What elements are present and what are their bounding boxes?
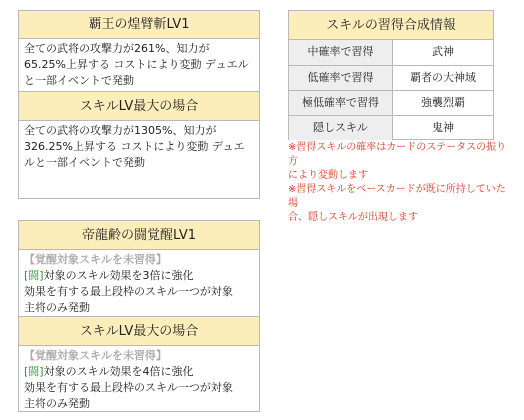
- note-line: により変動します: [288, 170, 368, 181]
- desc-line: 効果を有する最上段枠のスキル一つが対象: [24, 285, 233, 298]
- desc-line: 326.25%上昇する コストにより変動 デュエ: [24, 140, 245, 153]
- desc-line: [24, 268, 254, 284]
- desc-line: 65.25%上昇する コストにより変動 デュエル: [24, 58, 249, 71]
- rate-label: 中確率で習得: [289, 40, 393, 65]
- table-row: [289, 115, 493, 140]
- note-line: ※習得スキルをベースカードが既に所持していた場: [288, 184, 506, 209]
- type-tag: [闘]: [24, 269, 44, 282]
- skill-description: [19, 250, 259, 316]
- desc-line: [24, 364, 254, 380]
- skill-card-1: [18, 10, 260, 199]
- desc-line: 主将のみ発動: [24, 301, 90, 314]
- desc-line: 効果を有する最上段枠のスキル一つが対象: [24, 381, 233, 394]
- desc-text: 対象のスキル効果を4倍に強化: [43, 365, 194, 378]
- info-title: スキルの習得合成情報: [289, 11, 493, 40]
- max-level-title: スキルLV最大の場合: [19, 91, 259, 121]
- desc-text: 対象のスキル効果を3倍に強化: [43, 269, 194, 282]
- awaken-condition: 【覚醒対象スキルを未習得】: [24, 349, 167, 362]
- desc-line: と一部イベントで発動: [24, 74, 134, 87]
- table-row: [289, 90, 493, 115]
- info-rows: [289, 40, 493, 140]
- max-level-description: [19, 346, 259, 412]
- rate-label: 極低確率で習得: [289, 91, 393, 115]
- acquisition-info-table: [288, 10, 494, 140]
- table-row: [289, 40, 493, 65]
- info-notes: [288, 141, 508, 225]
- awaken-condition: 【覚醒対象スキルを未習得】: [24, 253, 167, 266]
- desc-line: ルと一部イベントで発動: [24, 156, 145, 169]
- skill-link[interactable]: 覇者の大神域: [410, 71, 476, 84]
- skill-link[interactable]: 武神: [432, 45, 454, 58]
- desc-line: 全ての武将の攻撃力が261%、知力が: [24, 42, 210, 55]
- rate-label: 低確率で習得: [289, 66, 393, 90]
- type-tag: [闘]: [24, 365, 44, 378]
- table-row: [289, 65, 493, 90]
- max-level-description: [19, 121, 259, 198]
- note-line: 合、隠しスキルが出現します: [288, 212, 418, 223]
- skill-card-2: [18, 220, 260, 412]
- skill-description: [19, 39, 259, 91]
- max-level-title: スキルLV最大の場合: [19, 316, 259, 346]
- skill-link[interactable]: 鬼神: [432, 121, 454, 134]
- skill-title: 帝龍齢の闘覚醒LV1: [19, 221, 259, 250]
- desc-line: 全ての武将の攻撃力が1305%、知力が: [24, 124, 217, 137]
- desc-line: 主将のみ発動: [24, 397, 90, 410]
- note-line: ※習得スキルの確率はカードのステータスの振り方: [288, 142, 507, 167]
- skill-link[interactable]: 強襲烈覇: [421, 96, 465, 109]
- rate-label: 隠しスキル: [289, 116, 393, 140]
- skill-title: 覇王の煌臂斬LV1: [19, 11, 259, 39]
